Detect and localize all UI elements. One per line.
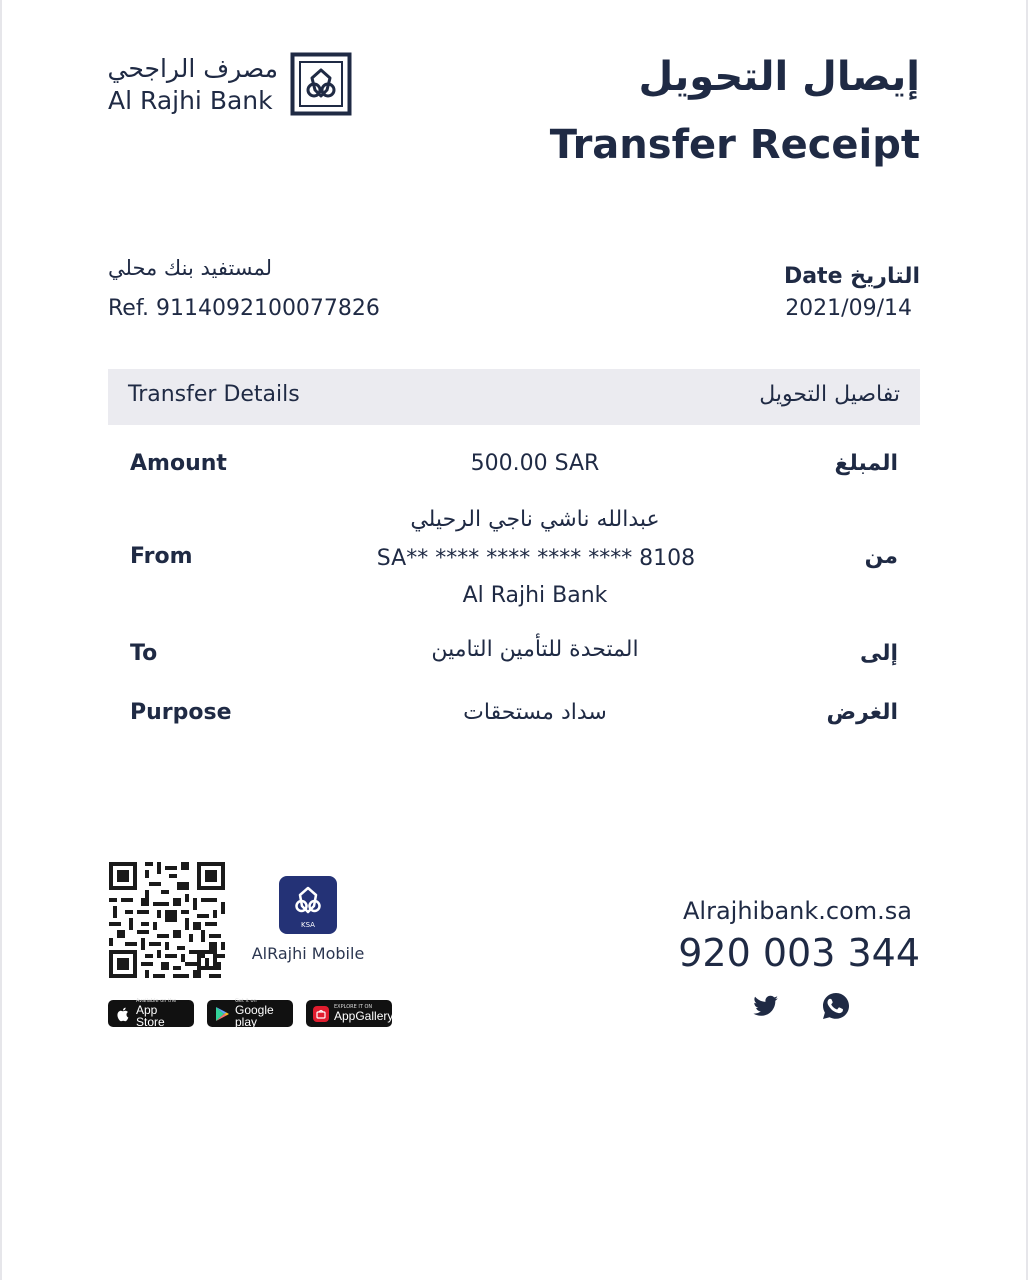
- amount-value: 500.00 SAR: [470, 451, 600, 476]
- bank-logo-mark-icon: [290, 52, 352, 116]
- google-play-badge[interactable]: [207, 1000, 293, 1027]
- google-play-small-text: Get it on: [235, 998, 257, 1004]
- page-title: Transfer Receipt: [549, 122, 920, 168]
- from-label: From: [130, 544, 193, 569]
- twitter-icon[interactable]: [749, 990, 781, 1022]
- to-label: To: [130, 641, 158, 666]
- app-store-label: App Store: [136, 1003, 165, 1029]
- recipient-type: لمستفيد بنك محلي: [108, 256, 273, 280]
- google-play-label: Google play: [235, 1003, 274, 1029]
- from-bank-name: Al Rajhi Bank: [462, 583, 608, 608]
- huawei-icon: [312, 1005, 330, 1023]
- amount-label-arabic: المبلغ: [834, 451, 898, 476]
- apple-icon: [114, 1005, 132, 1023]
- bank-logo: [108, 52, 352, 118]
- purpose-value: سداد مستحقات: [463, 700, 607, 725]
- to-beneficiary: المتحدة للتأمين التامين: [431, 637, 639, 662]
- date-value: 2021/09/14: [785, 296, 912, 321]
- from-account-holder: عبدالله ناشي ناجي الرحيلي: [410, 507, 660, 532]
- transfer-details-header: [108, 369, 920, 425]
- app-store-badge[interactable]: [108, 1000, 194, 1027]
- reference-number: Ref. 9114092100077826: [108, 296, 380, 321]
- purpose-label-arabic: الغرض: [826, 700, 898, 725]
- app-name: AlRajhi Mobile: [251, 944, 365, 963]
- app-gallery-badge[interactable]: [306, 1000, 392, 1027]
- app-gallery-label: AppGallery: [334, 1009, 394, 1023]
- page-edge-left: [0, 0, 2, 1280]
- whatsapp-icon[interactable]: [820, 990, 852, 1022]
- date-label: Date التاريخ: [783, 264, 920, 289]
- qr-code[interactable]: [108, 862, 226, 978]
- app-logo-mark-icon: [279, 876, 337, 934]
- logo-text-arabic: مصرف الراجحي: [107, 54, 278, 83]
- alrajhi-mobile-app-icon[interactable]: [279, 876, 337, 934]
- app-gallery-small-text: EXPLORE IT ON: [334, 1004, 373, 1010]
- amount-label: Amount: [130, 451, 227, 476]
- title-arabic: إيصال التحويل: [638, 54, 920, 100]
- to-label-arabic: إلى: [859, 641, 898, 666]
- from-label-arabic: من: [864, 544, 898, 569]
- phone-number[interactable]: 920 003 344: [678, 931, 920, 975]
- google-play-icon: [213, 1005, 231, 1023]
- website-link[interactable]: Alrajhibank.com.sa: [683, 897, 912, 925]
- transfer-details-label-english: Transfer Details: [128, 382, 300, 407]
- app-icon-ksa-label: KSA: [301, 921, 315, 929]
- app-store-small-text: Available on the: [136, 998, 177, 1004]
- purpose-label: Purpose: [130, 700, 232, 725]
- transfer-details-label-arabic: تفاصيل التحويل: [759, 382, 900, 407]
- logo-text-english: Al Rajhi Bank: [108, 86, 273, 115]
- from-account-number: SA** **** **** **** **** 8108: [376, 546, 696, 571]
